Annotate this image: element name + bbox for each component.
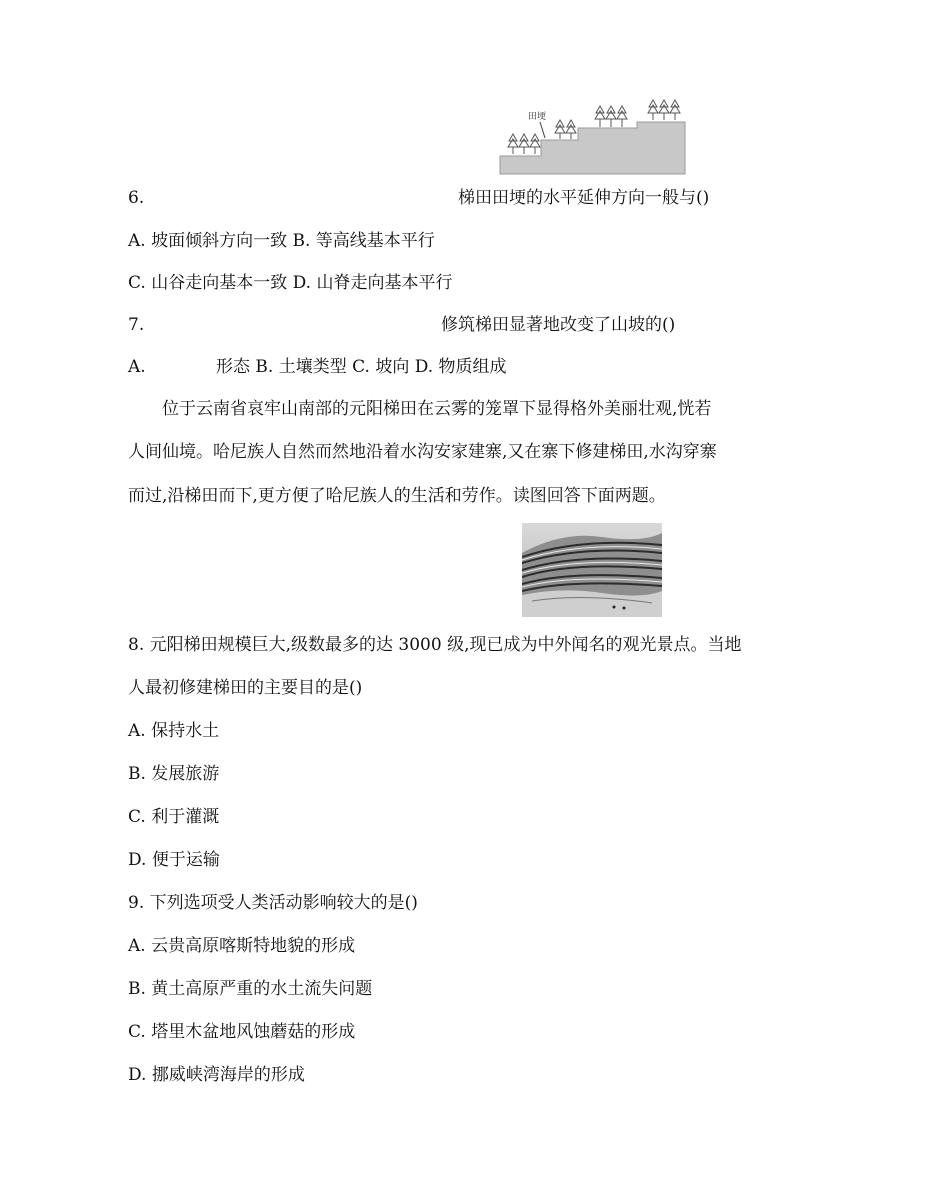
q8-stem-line1: 8. 元阳梯田规模巨大,级数最多的达 3000 级,现已成为中外闻名的观光景点。当地	[128, 635, 742, 655]
q7-number: 7.	[128, 315, 145, 335]
passage-line-3: 而过,沿梯田而下,更方便了哈尼族人的生活和劳作。读图回答下面两题。	[128, 486, 666, 506]
q8-option-a: A. 保持水土	[128, 721, 220, 741]
q6-stem: 梯田田埂的水平延伸方向一般与()	[458, 188, 710, 208]
q8-stem-line2: 人最初修建梯田的主要目的是()	[128, 678, 363, 698]
yuanyang-terrace-photo	[522, 523, 662, 617]
q8-option-c: C. 利于灌溉	[128, 807, 220, 827]
q8-option-b: B. 发展旅游	[128, 764, 220, 784]
q6-options-line1: A. 坡面倾斜方向一致 B. 等高线基本平行	[128, 231, 435, 251]
q7-options-line	[128, 355, 628, 379]
passage-line-2: 人间仙境。哈尼族人自然而然地沿着水沟安家建寨,又在寨下修建梯田,水沟穿寨	[128, 442, 717, 462]
q9-option-c: C. 塔里木盆地风蚀蘑菇的形成	[128, 1022, 356, 1042]
field-ridge-pointer	[540, 122, 545, 138]
q7-stem: 修筑梯田显著地改变了山坡的()	[441, 315, 676, 335]
passage-line-1: 位于云南省哀牢山南部的元阳梯田在云雾的笼罩下显得格外美丽壮观,恍若	[162, 399, 712, 419]
q6-options-line2: C. 山谷走向基本一致 D. 山脊走向基本平行	[128, 273, 453, 293]
field-ridge-label: 田埂	[528, 112, 547, 122]
q7-options: 形态 B. 土壤类型 C. 坡向 D. 物质组成	[216, 357, 507, 377]
terrace-diagram	[498, 98, 688, 176]
q6-number: 6.	[128, 188, 145, 208]
q9-option-b: B. 黄土高原严重的水土流失问题	[128, 979, 373, 999]
q7-options-prefix: A.	[128, 357, 146, 377]
q9-option-a: A. 云贵高原喀斯特地貌的形成	[128, 936, 356, 956]
q9-option-d: D. 挪威峡湾海岸的形成	[128, 1065, 305, 1085]
terrace-steps	[500, 122, 685, 174]
q9-stem: 9. 下列选项受人类活动影响较大的是()	[128, 893, 418, 913]
q8-option-d: D. 便于运输	[128, 850, 220, 870]
